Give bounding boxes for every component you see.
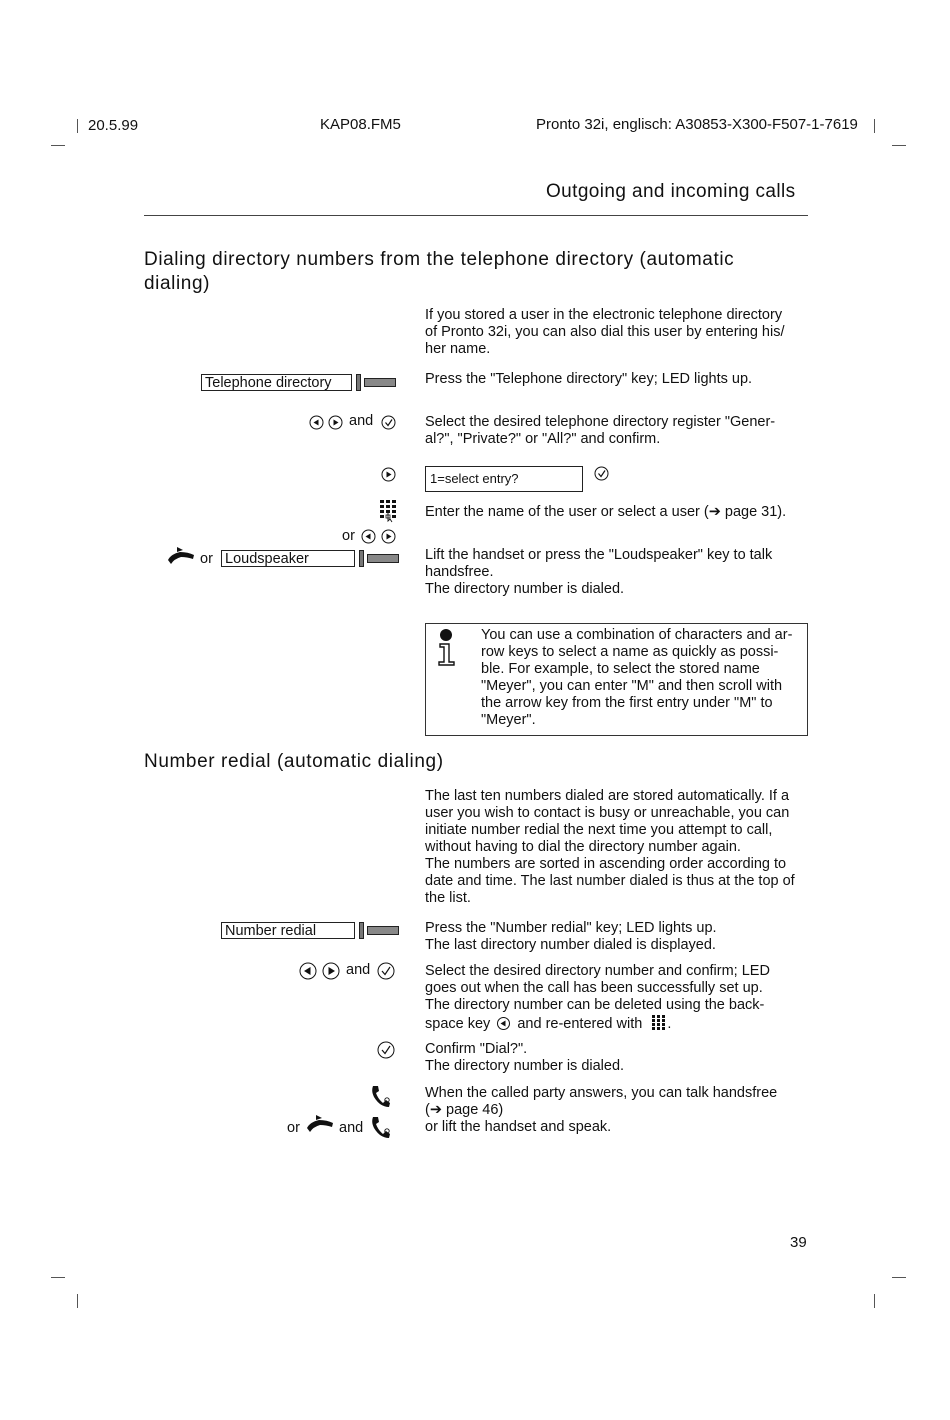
section1-intro: If you stored a user in the electronic telephone directory of Pronto 32i, you can also dial this user by entering his/ her name. (425, 307, 785, 357)
step-text: When the called party answers, you can talk handsfree (➔ page 46) or lift the handset and speak. (425, 1085, 778, 1135)
arrow-right-icon[interactable] (322, 962, 340, 980)
speakerphone-handset-icon[interactable] (370, 1084, 392, 1110)
confirm-check-icon[interactable] (377, 962, 395, 980)
crop-mark (892, 145, 906, 146)
crop-mark (892, 1277, 906, 1278)
arrow-right-icon[interactable] (381, 529, 396, 544)
key-icon (364, 378, 396, 387)
note-text: You can use a combination of characters and ar- row keys to select a name as quickly as possi- ble. For example, to select the stored name "Meyer", you can enter "M" and then scroll with the arrow key from the first entry under "M" to "Meyer". (481, 627, 793, 728)
arrow-right-icon[interactable] (381, 467, 396, 482)
crop-mark (77, 1294, 78, 1308)
confirm-check-icon[interactable] (377, 1041, 395, 1059)
led-icon (359, 550, 364, 567)
section2-intro: The last ten numbers dialed are stored automatically. If a user you wish to contact is busy or unreachable, you can initiate number redial the next time you attempt to call, without having to dial the directory number again. The numbers are sorted in ascending order according to date and time. The last number dialed is thus at the top of the list. (425, 788, 795, 906)
crop-mark (51, 1277, 65, 1278)
arrow-left-icon[interactable] (309, 415, 324, 430)
key-icon (367, 554, 399, 563)
led-icon (356, 374, 361, 391)
step-text: Press the "Number redial" key; LED lights up. The last directory number dialed is displayed. (425, 920, 717, 953)
arrow-left-icon[interactable] (299, 962, 317, 980)
header-product: Pronto 32i, englisch: A30853-X300-F507-1-7619 (536, 116, 858, 133)
header-file: KAP08.FM5 (320, 116, 401, 133)
keypad-icon[interactable] (379, 499, 397, 523)
section2-title: Number redial (automatic dialing) (144, 751, 444, 772)
or-label: or (200, 551, 213, 567)
step-text: Confirm "Dial?". The directory number is dialed. (425, 1041, 625, 1074)
crop-mark (874, 119, 875, 133)
lift-handset-icon[interactable] (166, 546, 196, 566)
info-icon (436, 628, 458, 668)
step-text: Lift the handset or press the "Loudspeaker" key to talk handsfree. The directory number is dialed. (425, 547, 773, 597)
step-text: Press the "Telephone directory" key; LED lights up. (425, 371, 753, 387)
step-text: Select the desired telephone directory register "Gener- al?", "Private?" or "All?" and confirm. (425, 414, 776, 447)
speakerphone-handset-icon[interactable] (370, 1115, 392, 1141)
led-icon (359, 922, 364, 939)
and-label: and (339, 1120, 364, 1136)
or-label: or (287, 1120, 300, 1136)
arrow-left-icon (496, 1017, 511, 1030)
header-date: 20.5.99 (88, 117, 139, 134)
and-label: and (349, 413, 374, 429)
loudspeaker-key[interactable]: Loudspeaker (221, 550, 355, 567)
confirm-check-icon[interactable] (594, 466, 609, 481)
crop-mark (77, 119, 78, 133)
crop-mark (874, 1294, 875, 1308)
and-label: and (346, 962, 371, 978)
key-icon (367, 926, 399, 935)
chapter-title: Outgoing and incoming calls (546, 181, 796, 202)
header-rule (144, 215, 808, 216)
step-text: Enter the name of the user or select a user (➔ page 31). (425, 504, 787, 520)
confirm-check-icon[interactable] (381, 415, 396, 430)
page-number: 39 (790, 1234, 807, 1251)
telephone-directory-key[interactable]: Telephone directory (201, 374, 352, 391)
section1-title: Dialing directory numbers from the telephone directory (automatic dialing) (144, 249, 735, 294)
arrow-left-icon[interactable] (361, 529, 376, 544)
arrow-right-icon[interactable] (328, 415, 343, 430)
lift-handset-icon[interactable] (305, 1114, 335, 1134)
step-text: Select the desired directory number and confirm; LED goes out when the call has been successfully set up. The directory number can be deleted using the back- space key and re-entered with . (425, 963, 770, 1032)
keypad-icon (651, 1014, 667, 1031)
number-redial-key[interactable]: Number redial (221, 922, 355, 939)
or-label: or (342, 528, 355, 544)
crop-mark (51, 145, 65, 146)
display-text: 1=select entry? (425, 466, 583, 492)
